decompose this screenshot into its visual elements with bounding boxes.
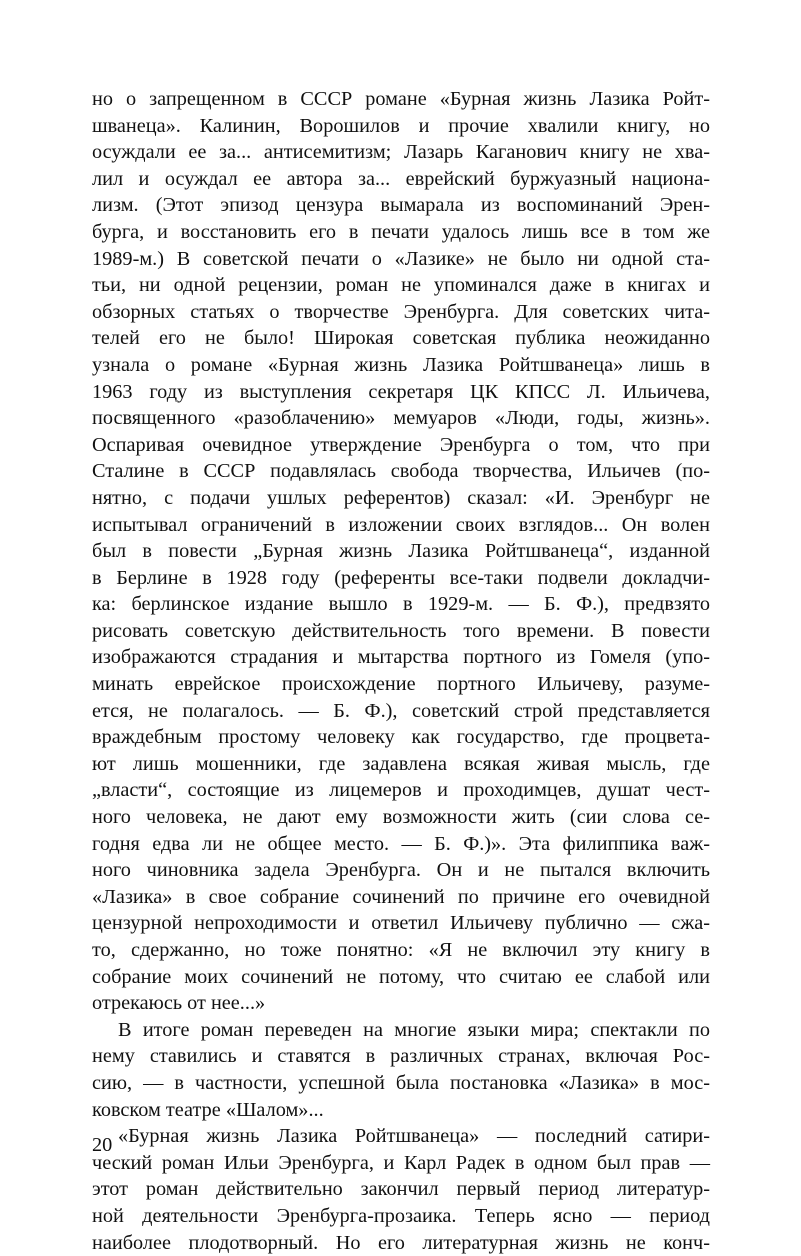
text-line: осуждали ее за... антисемитизм; Лазарь Каганович книгу не хва- bbox=[92, 141, 710, 164]
text-line: «Лазика» в свое собрание сочинений по причине его очевидной bbox=[92, 885, 710, 908]
text-line: нятно, с подачи ушлых референтов) сказал: «И. Эренбург не bbox=[92, 486, 710, 509]
text-line: ковском театре «Шалом»... bbox=[92, 1098, 324, 1121]
text-line: был в повести „Бурная жизнь Лазика Ройтшванеца“, изданной bbox=[92, 540, 710, 563]
text-line: узнала о романе «Бурная жизнь Лазика Ройтшванеца» лишь в bbox=[92, 353, 710, 376]
text-line: 1963 году из выступления секретаря ЦК КПСС Л. Ильичева, bbox=[92, 380, 710, 403]
text-line: цензурной непроходимости и ответил Ильичеву публично — сжа- bbox=[92, 912, 710, 935]
text-line: изображаются страдания и мытарства портного из Гомеля (упо- bbox=[92, 646, 710, 669]
text-line: бурга, и восстановить его в печати удалось лишь все в том же bbox=[92, 220, 710, 243]
paragraph-2 bbox=[92, 1017, 710, 1123]
text-line: ют лишь мошенники, где задавлена всякая живая мысль, где bbox=[92, 752, 710, 775]
text-line: испытывал ограничений в изложении своих взглядов... Он волен bbox=[92, 513, 710, 536]
text-line: враждебным простому человеку как государство, где процвета- bbox=[92, 726, 710, 749]
text-line: Сталине в СССР подавлялась свобода творчества, Ильичев (по- bbox=[92, 460, 710, 483]
text-line: наиболее плодотворный. Но его литературная жизнь не конч- bbox=[92, 1231, 710, 1254]
text-line: телей его не было! Широкая советская публика неожиданно bbox=[92, 327, 710, 350]
text-line: 1989-м.) В советской печати о «Лазике» не было ни одной ста- bbox=[92, 247, 710, 270]
text-line: „власти“, состоящие из лицемеров и проходимцев, душат чест- bbox=[92, 779, 710, 802]
text-line: этот роман действительно закончил первый период литератур- bbox=[92, 1178, 710, 1201]
text-line: тьи, ни одной рецензии, роман не упоминался даже в книгах и bbox=[92, 274, 710, 297]
text-line: посвященного «разоблачению» мемуаров «Люди, годы, жизнь». bbox=[92, 407, 710, 430]
text-line: то, сдержанно, но тоже понятно: «Я не включил эту книгу в bbox=[92, 939, 710, 961]
text-line: ного чиновника задела Эренбурга. Он и не пытался включить bbox=[92, 859, 710, 882]
text-line: ется, не полагалось. — Б. Ф.), советский строй представляется bbox=[92, 699, 710, 722]
paragraph-1 bbox=[92, 86, 710, 1017]
text-line: в Берлине в 1928 году (референты все-таки подвели докладчи- bbox=[92, 566, 710, 589]
paragraph-3 bbox=[92, 1123, 710, 1256]
text-line: ной деятельности Эренбурга-прозаика. Теперь ясно — период bbox=[92, 1204, 710, 1227]
text-line: ческий роман Ильи Эренбурга, и Карл Радек в одном был прав — bbox=[92, 1151, 710, 1174]
text-line: сию, — в частности, успешной была постановка «Лазика» в мос- bbox=[92, 1071, 710, 1094]
text-line: ка: берлинское издание вышло в 1929-м. — Б. Ф.), предвзято bbox=[92, 593, 710, 616]
text-line: собрание моих сочинений не потому, что считаю ее слабой или bbox=[92, 965, 710, 988]
text-line: годня едва ли не общее место. — Б. Ф.)». Эта филиппика важ- bbox=[92, 832, 710, 855]
text-line: В итоге роман переведен на многие языки мира; спектакли по bbox=[118, 1018, 710, 1041]
text-line: обзорных статьях о творчестве Эренбурга. Для советских чита- bbox=[92, 300, 710, 323]
text-line: «Бурная жизнь Лазика Ройтшванеца» — последний сатири- bbox=[118, 1125, 710, 1148]
text-line: лизм. (Этот эпизод цензура вымарала из воспоминаний Эрен- bbox=[92, 194, 710, 217]
page-body bbox=[92, 86, 710, 1256]
text-line: минать еврейское происхождение портного Ильичеву, разуме- bbox=[92, 673, 710, 696]
page-number: 20 bbox=[92, 1134, 113, 1156]
text-line: рисовать советскую действительность того времени. В повести bbox=[92, 619, 710, 642]
text-line: отрекаюсь от нее...» bbox=[92, 992, 266, 1015]
text-line: нему ставились и ставятся в различных странах, включая Рос- bbox=[92, 1045, 710, 1068]
text-line: Оспаривая очевидное утверждение Эренбурга о том, что при bbox=[92, 433, 710, 456]
text-line: лил и осуждал ее автора за... еврейский буржуазный национа- bbox=[92, 167, 710, 190]
text-line: ного человека, не дают ему возможности жить (сии слова се- bbox=[92, 806, 710, 829]
text-line: шванеца». Калинин, Ворошилов и прочие хвалили книгу, но bbox=[92, 114, 710, 137]
text-line: но о запрещенном в СССР романе «Бурная жизнь Лазика Ройт- bbox=[92, 88, 710, 110]
